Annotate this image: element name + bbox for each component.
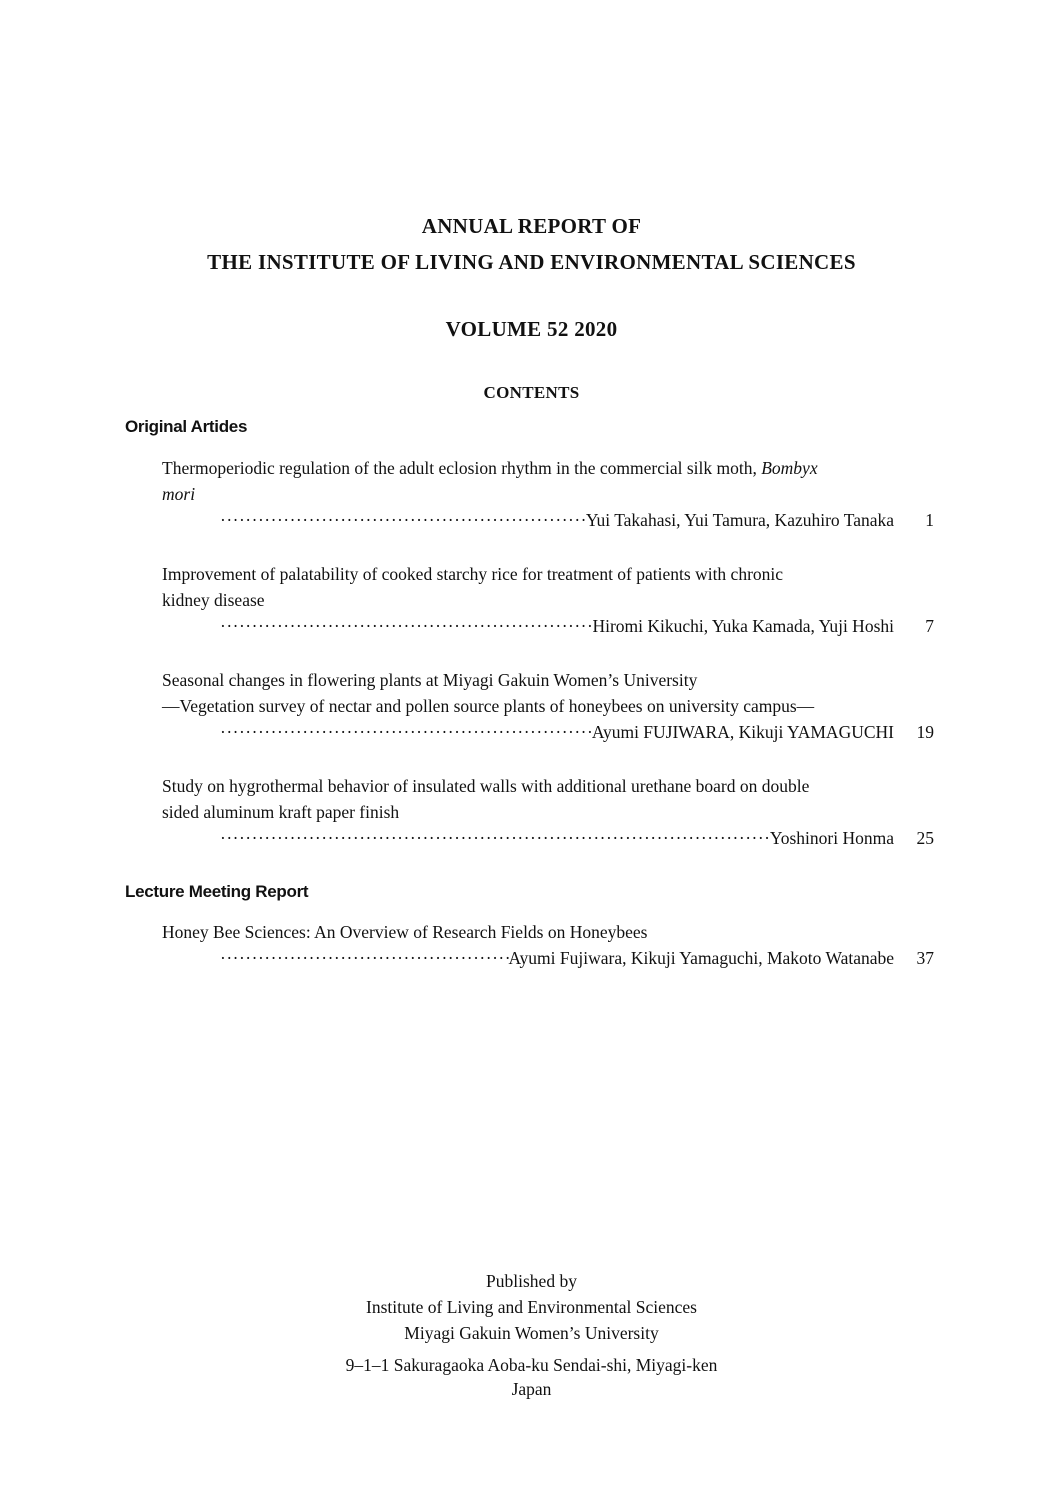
entry-title-line: Study on hygrothermal behavior of insulated walls with additional urethane board on double [162,776,810,796]
toc-entry [162,455,934,533]
entry-authors: Ayumi FUJIWARA, Kikuji YAMAGUCHI [591,722,894,742]
entry-author-line [220,719,934,745]
publisher-institute: Institute of Living and Environmental Sciences [366,1297,697,1317]
contents-heading: CONTENTS [483,383,580,402]
leader-dots [220,507,586,533]
entry-title-line: Seasonal changes in flowering plants at Miyagi Gakuin Women’s University [162,670,698,690]
volume-heading: VOLUME 52 2020 [445,317,618,341]
published-by-label: Published by [486,1271,577,1291]
entry-title-line [162,455,934,481]
entry-authors: Hiromi Kikuchi, Yuka Kamada, Yuji Hoshi [592,616,894,636]
toc-entry [162,773,934,851]
publisher-address: 9‒1‒1 Sakuragaoka Aoba-ku Sendai-shi, Miyagi-ken [345,1355,718,1375]
entry-author-line [220,507,934,533]
toc-entry [162,561,934,639]
toc-entry [162,919,934,971]
entry-author-line [220,945,934,971]
entry-page-number: 25 [916,828,934,848]
leader-dots [220,825,770,851]
section-heading-original-articles: Original Artides [125,417,248,436]
entry-page-number: 19 [916,722,934,742]
entry-page-number: 7 [925,616,934,636]
entry-title-line: Improvement of palatability of cooked starchy rice for treatment of patients with chronic [162,564,784,584]
entry-title-line: sided aluminum kraft paper finish [162,802,400,822]
journal-title-line-2: THE INSTITUTE OF LIVING AND ENVIRONMENTAL SCIENCES [207,250,856,274]
journal-title-line-1: ANNUAL REPORT OF [421,214,642,238]
entry-subtitle-line: —Vegetation survey of nectar and pollen source plants of honeybees on university campus— [162,696,815,716]
entry-title-line: Honey Bee Sciences: An Overview of Research Fields on Honeybees [162,922,648,942]
entry-page-number: 37 [916,948,934,968]
publisher-university: Miyagi Gakuin Women’s University [404,1323,659,1343]
leader-dots [220,945,509,971]
entry-title-italic: Bombyx [761,458,818,478]
publisher-block [0,1268,1063,1400]
section-heading-lecture-meeting-report: Lecture Meeting Report [125,882,309,901]
entry-authors: Yui Takahasi, Yui Tamura, Kazuhiro Tanaka [585,510,894,530]
entry-title-line: kidney disease [162,590,265,610]
entry-authors: Yoshinori Honma [769,828,894,848]
entry-title-line [162,481,934,507]
entry-title-text: Thermoperiodic regulation of the adult eclosion rhythm in the commercial silk moth, [162,458,762,478]
toc-entry [162,667,934,745]
leader-dots [220,613,592,639]
entry-author-line [220,613,934,639]
entry-page-number: 1 [925,510,934,530]
entry-author-line [220,825,934,851]
leader-dots [220,719,592,745]
entry-title-italic: mori [162,484,196,504]
publisher-country: Japan [511,1379,552,1399]
entry-authors: Ayumi Fujiwara, Kikuji Yamaguchi, Makoto Watanabe [508,948,894,968]
